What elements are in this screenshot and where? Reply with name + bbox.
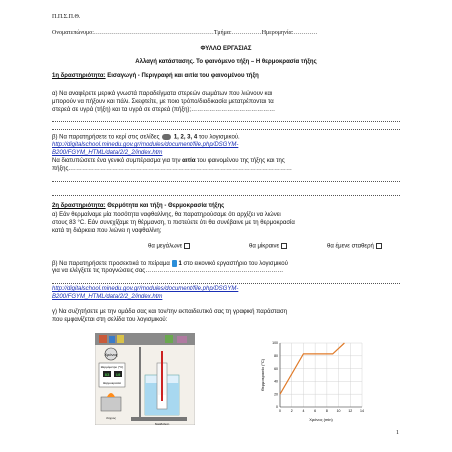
y-tick-label: 80 — [274, 354, 278, 358]
x-tick-label: 8 — [325, 409, 328, 413]
lab-bottle-icon — [99, 335, 107, 343]
activity2-heading-text: Θερμότητα και τήξη - Θερμοκρασία τήξης — [105, 203, 225, 209]
stand-base — [131, 417, 187, 421]
activity1-b-pages: 1, 2, 3, 4 — [173, 134, 198, 141]
answer-line — [52, 181, 400, 182]
y-axis-label: Θερμοκρασία (°C) — [260, 358, 265, 392]
option-constant-checkbox[interactable] — [376, 243, 382, 249]
temperature-time-chart — [258, 337, 368, 423]
stopwatch-label: Χρόνος — [104, 352, 118, 357]
option-constant — [327, 243, 382, 251]
option-constant-label: θα έμενε σταθερή — [327, 243, 374, 250]
x-tick-label: 0 — [279, 409, 281, 413]
document-title: ΦΥΛΛΟ ΕΡΓΑΣΙΑΣ — [200, 46, 252, 52]
y-tick-label: 60 — [274, 366, 278, 371]
activity2-a-line1: α) Εάν θερμαίναμε μία ποσότητα ναφθαλίνης, θα παρατηρούσαμε ότι αρχίζει να λιώνει — [52, 212, 281, 218]
activity2-heading-label: 2η δραστηριότητα: — [52, 203, 106, 209]
name-line: Ονοματεπώνυμο:……………………………………………………Τμήμα:……………Ημερομηνία:………… — [52, 30, 318, 36]
activity1-b-end: του λογισμικού. — [197, 134, 240, 141]
activity2-b-line1 — [52, 260, 288, 268]
activity1-heading — [52, 73, 259, 80]
software-camera-icon — [162, 134, 171, 140]
y-tick-label: 0 — [276, 405, 278, 410]
virtual-lab-figure — [95, 333, 195, 425]
activity1-c-end: του φαινομένου της τήξης και της — [195, 158, 285, 164]
lab-bottle-icon — [177, 336, 187, 343]
activity2-b-text: β) Να παρατηρήσετε προσεκτικά το πείραμα — [52, 261, 172, 268]
activity1-heading-text: Εισαγωγή - Περιγραφή και αιτία του φαινομένου τήξη — [105, 73, 259, 79]
activity2-b-end: στο εικονικό εργαστήριο του λογισμικού — [181, 261, 288, 268]
activity1-c-line2: πήξης.………………………………………………………………………………………………… — [52, 166, 293, 172]
activity2-c-line1: γ) Να συζητήσετε με την ομάδα σας και τον/την εκπαιδευτικό σας τη γραφική παράσταση — [52, 309, 288, 315]
activity2-b-line2: για να ελέγξετε τις προγνώσεις σας…………………………………………………………… — [52, 268, 284, 274]
software-link-2a[interactable]: http://digitalschool.minedu.gov.gr/modules/document/file.php/DSGYM- — [52, 286, 239, 292]
activity1-c-line1 — [52, 158, 285, 165]
option-decrease — [249, 243, 287, 251]
y-tick-label: 100 — [272, 341, 278, 346]
y-tick-label: 40 — [274, 379, 278, 384]
option-increase — [148, 243, 190, 251]
activity1-b-text: β) Να παρατηρήσετε το κερί στις σελίδες — [52, 134, 160, 141]
x-tick-label: 2 — [290, 409, 293, 413]
thermometer-icon — [161, 351, 163, 401]
answer-line — [52, 195, 400, 196]
activity2-a-line2: στους 83 °C. Εάν συνεχίζαμε τη θέρμανση, τι πιστεύετε ότι θα συνέβαινε με τη θερμοκρασία — [52, 220, 295, 226]
option-decrease-label: θα μίκραινε — [249, 243, 280, 250]
x-tick-label: 4 — [302, 409, 305, 413]
burner-label: Λύχνος — [106, 416, 116, 420]
activity1-a-line3: στερεά σε υγρά (τήξη) και τα υγρά σε στερεά (πήξη);…………………………………… — [52, 107, 276, 113]
answer-line — [52, 129, 400, 130]
option-increase-label: θα μεγάλωνε — [148, 243, 183, 250]
document-subtitle: Αλλαγή κατάστασης. Το φαινόμενο τήξη – Η θερμοκρασία τήξης — [135, 59, 317, 65]
software-link-1b[interactable]: B200/FGYM_HTML/data/2/2_2/index.htm — [52, 150, 163, 156]
software-link-2b[interactable]: B200/FGYM_HTML/data/2/2_2/index.htm — [52, 294, 163, 300]
answer-line — [52, 283, 400, 284]
lab-bottle-icon — [117, 335, 124, 343]
activity2-b-number: 1 — [178, 261, 182, 268]
lab-bottle-icon — [109, 336, 115, 343]
temperature-readout: 83 — [104, 374, 110, 378]
activity1-c-bold: αιτία — [182, 158, 196, 164]
activity2-a-line3: κατά τη διάρκεια που λιώνει η ναφθαλίνη; — [52, 228, 162, 234]
activity1-a-line1: α) Να αναφέρετε μερικά γνωστά παραδείγματα στερεών σωμάτων που λιώνουν και — [52, 91, 273, 97]
page-number: 1 — [396, 430, 399, 436]
software-link-1a[interactable]: http://digitalschool.minedu.gov.gr/modules/document/file.php/DSGYM- — [52, 142, 239, 148]
thermometer-panel-label: Θερμόμετρο (°C) — [100, 365, 124, 369]
activity1-c-text: Να διατυπώσετε ένα γενικό συμπέρασμα για την — [52, 158, 183, 164]
x-tick-label: 6 — [314, 409, 317, 413]
x-axis-label: Χρόνος (min) — [309, 417, 333, 422]
activity2-c-line2: που εμφανίζεται στη σελίδα του λογισμικού: — [52, 317, 168, 323]
temperature-label: Θερμοκρασία — [103, 381, 121, 385]
activity1-b-line — [52, 134, 240, 142]
school-abbrev: Π.Π.Σ.Π.Θ. — [52, 14, 81, 20]
x-tick-label: 12 — [348, 409, 353, 413]
lab-bottle-icon — [165, 335, 173, 343]
stand-rod — [139, 347, 141, 417]
naphthalene-label: Ναφθαλίνη — [154, 422, 170, 425]
activity2-heading — [52, 203, 224, 210]
answer-line — [52, 121, 400, 122]
x-tick-label: 10 — [336, 409, 341, 413]
activity1-heading-label: 1η δραστηριότητα: — [52, 73, 106, 79]
chart-grid — [280, 343, 362, 407]
burner-icon — [101, 397, 121, 411]
option-increase-checkbox[interactable] — [184, 243, 190, 249]
y-tick-label: 20 — [274, 392, 278, 397]
time-readout: 10 — [115, 374, 121, 378]
activity1-a-line2: μπορούν να πήξουν και πάλι. Σκεφτείτε, με ποιο τρόπο/διαδικασία μετατρέπονται τα — [52, 99, 274, 105]
x-tick-label: 14 — [360, 409, 364, 413]
virtual-lab-icon — [172, 260, 177, 267]
option-decrease-checkbox[interactable] — [281, 243, 287, 249]
